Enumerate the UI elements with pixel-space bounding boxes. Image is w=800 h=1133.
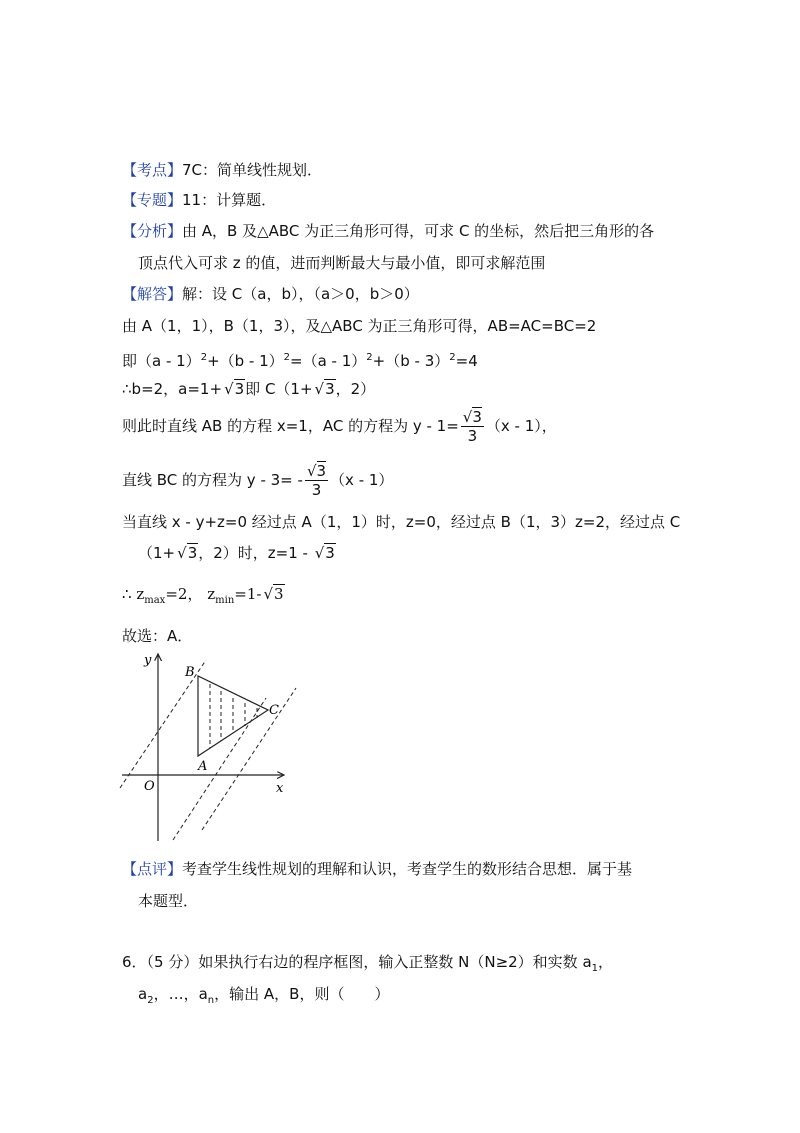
point-c-label: C — [269, 703, 279, 718]
zhuanti-line — [122, 190, 276, 210]
question-6-text-1: 6．（5 分）如果执行右边的程序框图，输入正整数 N（N≥2）和实数 a — [122, 953, 592, 971]
z-min-value: =1- — [234, 585, 262, 603]
subscript: 1 — [591, 963, 599, 974]
eq-part-1: 即（a - 1） — [122, 352, 201, 370]
z-values-line-2 — [138, 543, 336, 563]
subscript: n — [207, 995, 215, 1006]
min-subscript: min — [215, 595, 235, 606]
answer-text: 故选：A． — [122, 627, 193, 645]
level-line-3 — [202, 688, 296, 830]
point-c-line — [122, 379, 375, 399]
question-6-line-2 — [138, 984, 389, 1011]
eq-sup-4: 2 — [449, 352, 456, 363]
subscript: 2 — [147, 995, 154, 1006]
dianping-text-2: 本题型． — [138, 892, 199, 910]
question-6-text-2b: ，…，a — [153, 985, 208, 1003]
answer-line — [122, 626, 192, 646]
fenxi-tag: 【分析】 — [122, 222, 183, 240]
linear-programming-figure — [118, 648, 298, 848]
max-subscript: max — [144, 595, 166, 606]
fenxi-text-2: 顶点代入可求 z 的值，进而判断最大与最小值，即可求解范围 — [138, 254, 546, 272]
sqrt-radicand: 3 — [274, 585, 284, 603]
eq-part-3: =（a - 1） — [290, 352, 367, 370]
fraction: $\frac{√3}{3}$ — [306, 462, 327, 499]
jieda-text: 解：设 C（a，b），（a＞0，b＞0） — [182, 285, 419, 303]
level-line-2 — [173, 698, 266, 840]
fraction: $\frac{√3}{3}$ — [462, 408, 482, 445]
eq-part-2: +（b - 1） — [207, 352, 284, 370]
bc-part-2: （x - 1） — [330, 471, 394, 489]
point-b-label: B — [185, 665, 195, 680]
sqrt-symbol: √3 — [177, 544, 198, 562]
question-6-text-2c: ，输出 A，B，则（ ） — [214, 985, 390, 1003]
dianping-tag: 【点评】 — [122, 860, 183, 878]
point-a-label: A — [198, 759, 208, 774]
dianping-text-1: 考查学生线性规划的理解和认识，考查学生的数形结合思想．属于基 — [182, 860, 633, 878]
fenxi-line-2 — [138, 253, 545, 273]
therefore-symbol: ∴ — [122, 585, 132, 603]
point-c-part-1: ∴b=2，a=1+ — [122, 380, 223, 398]
kaodian-tag: 【考点】 — [122, 161, 183, 179]
fraction-numerator: 3 — [316, 462, 327, 480]
z-max-value: =2， — [165, 585, 203, 603]
eq-part-4: +（b - 3） — [372, 352, 450, 370]
jieda-tag: 【解答】 — [122, 285, 183, 303]
z-values-part-1: （1+ — [138, 544, 176, 562]
sqrt-symbol: √3 — [314, 544, 335, 562]
eq-sup-3: 2 — [366, 352, 373, 363]
line-ac-equation — [122, 406, 557, 446]
sqrt-radicand: 3 — [234, 380, 245, 398]
y-axis-label: y — [144, 653, 152, 668]
fraction-denominator: 3 — [467, 427, 478, 445]
question-6-line-1 — [122, 952, 613, 979]
fraction-numerator: 3 — [472, 408, 482, 426]
dianping-line — [122, 859, 632, 879]
ac-part-1: 则此时直线 AB 的方程 x=1，AC 的方程为 y - 1= — [122, 417, 459, 435]
z-values-text-1: 当直线 x - y+z=0 经过点 A（1，1）时，z=0，经过点 B（1，3）z=2，经过点 C — [122, 513, 681, 531]
sqrt-symbol: √3 — [263, 585, 284, 603]
bc-part-1: 直线 BC 的方程为 y - 3= - — [122, 471, 303, 489]
z-min-var: z — [207, 585, 216, 603]
z-values-part-2: ，2）时，z=1 - — [198, 544, 313, 562]
point-c-part-2: 即 C（1+ — [245, 380, 313, 398]
line-bc-equation — [122, 460, 393, 500]
sqrt-symbol: √3 — [224, 380, 245, 398]
sqrt-radicand: 3 — [187, 544, 198, 562]
distance-equation-line — [122, 348, 478, 371]
fraction-denominator: 3 — [311, 481, 322, 499]
z-max-var: z — [136, 585, 145, 603]
solution-ab-text: 由 A（1，1），B（1，3），及△ABC 为正三角形可得，AB=AC=BC=2 — [122, 317, 597, 335]
origin-label: O — [144, 779, 155, 794]
fenxi-text-1: 由 A，B 及△ABC 为正三角形可得，可求 C 的坐标，然后把三角形的各 — [182, 222, 655, 240]
jieda-line — [122, 284, 419, 304]
z-values-line-1 — [122, 512, 680, 532]
sqrt-radicand: 3 — [325, 544, 335, 562]
eq-sup-1: 2 — [200, 352, 208, 363]
eq-part-5: =4 — [455, 352, 478, 370]
sqrt-radicand: 3 — [325, 380, 335, 398]
kaodian-text: 7C：简单线性规划． — [182, 161, 323, 179]
ac-part-2: （x - 1）， — [485, 417, 557, 435]
fenxi-line — [122, 221, 654, 241]
zhuanti-tag: 【专题】 — [122, 191, 183, 209]
point-c-part-3: ，2） — [335, 380, 376, 398]
kaodian-line — [122, 160, 322, 180]
min-max-line — [122, 584, 285, 611]
zhuanti-text: 11：计算题． — [182, 191, 277, 209]
solution-ab-line — [122, 316, 596, 336]
question-6-text-2a: a — [138, 985, 148, 1003]
question-6-text-1b: ， — [598, 953, 614, 971]
sqrt-symbol: √3 — [314, 380, 335, 398]
dianping-line-2 — [138, 891, 198, 911]
eq-sup-2: 2 — [283, 352, 291, 363]
x-axis-label: x — [276, 781, 284, 796]
